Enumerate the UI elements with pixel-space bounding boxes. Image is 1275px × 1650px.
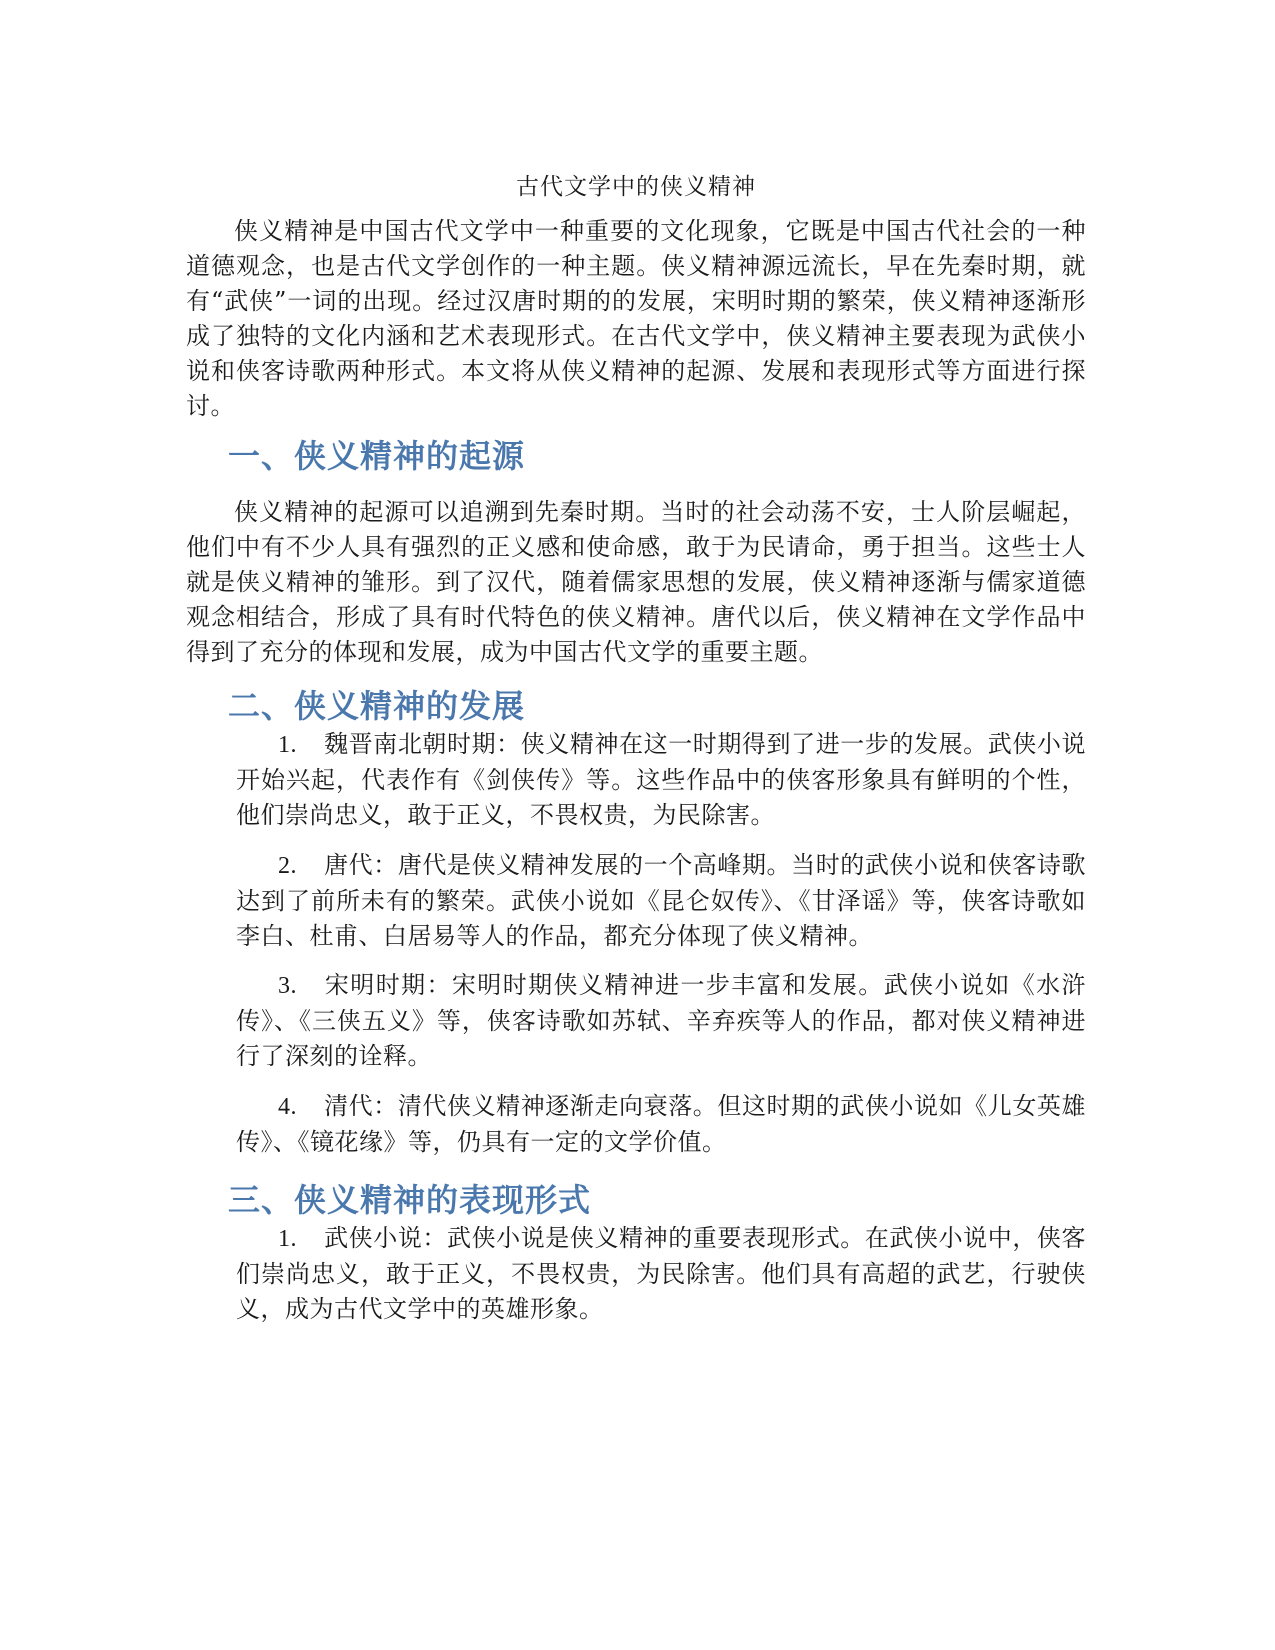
list-item-text: 宋明时期：宋明时期侠义精神进一步丰富和发展。武侠小说如《水浒传》、《三侠五义》等，侠客诗歌如苏轼、辛弃疾等人的作品，都对侠义精神进行了深刻的诠释。 — [236, 971, 1086, 1070]
list-item-text: 魏晋南北朝时期：侠义精神在这一时期得到了进一步的发展。武侠小说开始兴起，代表作有《剑侠传》等。这些作品中的侠客形象具有鲜明的个性，他们崇尚忠义，敢于正义，不畏权贵，为民除害。 — [236, 730, 1086, 829]
section-heading-development: 二、侠义精神的发展 — [228, 687, 526, 725]
intro-paragraph: 侠义精神是中国古代文学中一种重要的文化现象，它既是中国古代社会的一种道德观念，也是古代文学创作的一种主题。侠义精神源远流长，早在先秦时期，就有“武侠”一词的出现。经过汉唐时期的的发展，宋明时期的繁荣，侠义精神逐渐形成了独特的文化内涵和艺术表现形式。在古代文学中，侠义精神主要表现为武侠小说和侠客诗歌两种形式。本文将从侠义精神的起源、发展和表现形式等方面进行探讨。 — [186, 217, 1086, 420]
list-number: 2. — [278, 853, 297, 879]
list-item — [236, 1089, 1086, 1160]
list-number: 4. — [278, 1094, 297, 1120]
section-heading-forms: 三、侠义精神的表现形式 — [228, 1181, 592, 1219]
list-item-text: 清代：清代侠义精神逐渐走向衰落。但这时期的武侠小说如《儿女英雄传》、《镜花缘》等，仍具有一定的文学价值。 — [236, 1092, 1086, 1156]
list-item — [236, 968, 1086, 1074]
list-item — [236, 848, 1086, 954]
list-item — [236, 727, 1086, 833]
list-item-text: 武侠小说：武侠小说是侠义精神的重要表现形式。在武侠小说中，侠客们崇尚忠义，敢于正义，不畏权贵，为民除害。他们具有高超的武艺，行驶侠义，成为古代文学中的英雄形象。 — [236, 1224, 1086, 1323]
list-number: 1. — [278, 732, 297, 758]
section-heading-origin: 一、侠义精神的起源 — [228, 437, 526, 475]
list-item-text: 唐代：唐代是侠义精神发展的一个高峰期。当时的武侠小说和侠客诗歌达到了前所未有的繁荣。武侠小说如《昆仑奴传》、《甘泽谣》等，侠客诗歌如李白、杜甫、白居易等人的作品，都充分体现了侠义精神。 — [236, 851, 1086, 950]
list-number: 1. — [278, 1226, 297, 1252]
list-number: 3. — [278, 973, 297, 999]
list-item — [236, 1221, 1086, 1327]
document-title: 古代文学中的侠义精神 — [516, 174, 756, 200]
origin-paragraph: 侠义精神的起源可以追溯到先秦时期。当时的社会动荡不安，士人阶层崛起，他们中有不少人具有强烈的正义感和使命感，敢于为民请命，勇于担当。这些士人就是侠义精神的雏形。到了汉代，随着儒家思想的发展，侠义精神逐渐与儒家道德观念相结合，形成了具有时代特色的侠义精神。唐代以后，侠义精神在文学作品中得到了充分的体现和发展，成为中国古代文学的重要主题。 — [186, 498, 1086, 666]
